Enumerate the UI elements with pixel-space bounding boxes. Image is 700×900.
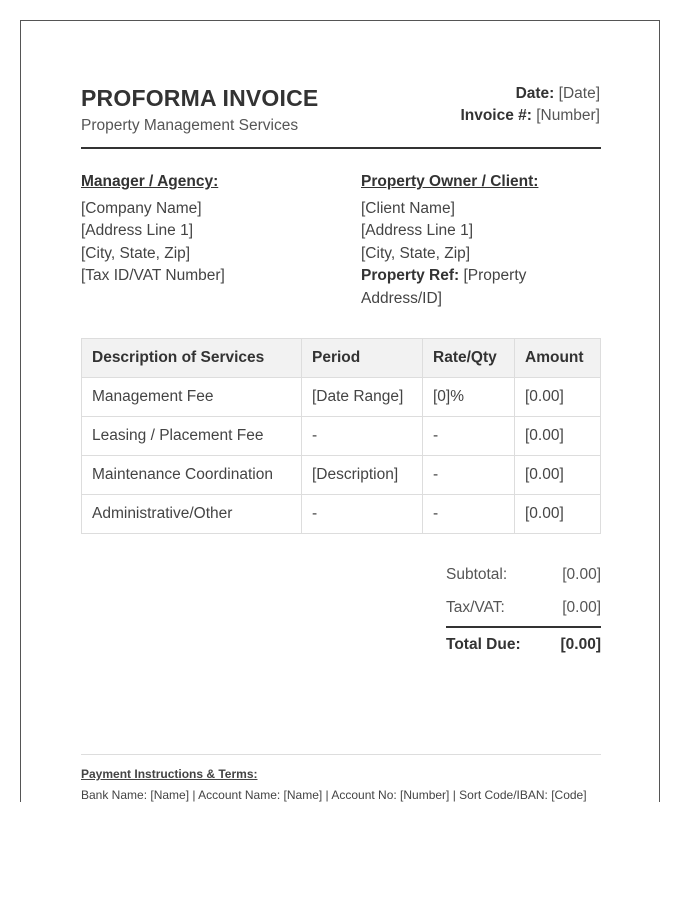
header-divider — [81, 147, 601, 149]
cell-rate-qty: [0]% — [423, 378, 515, 417]
date-line — [460, 83, 600, 105]
client-address: [Address Line 1] — [361, 222, 474, 239]
invoice-title: PROFORMA INVOICE — [81, 85, 319, 111]
date-value: [Date] — [558, 85, 600, 102]
subtotal-label: Subtotal: — [446, 565, 508, 583]
cell-rate-qty: - — [423, 417, 515, 456]
col-amount: Amount — [515, 339, 601, 378]
col-description: Description of Services — [82, 339, 302, 378]
invoice-number-line — [460, 105, 600, 127]
payment-instructions-text: Bank Name: [Name] | Account Name: [Name] | Account No: [Number] | Sort Code/IBAN: [Code] — [81, 788, 587, 802]
invoice-page — [20, 20, 660, 802]
total-due-label: Total Due: — [446, 635, 521, 653]
client-name: [Client Name] — [361, 199, 455, 217]
table-row — [82, 495, 601, 534]
property-ref-label: Property Ref: — [361, 267, 460, 284]
manager-city: [City, State, Zip] — [81, 244, 191, 262]
cell-rate-qty: - — [423, 456, 515, 495]
manager-tax-id: [Tax ID/VAT Number] — [81, 267, 225, 284]
total-due-row — [446, 628, 601, 661]
date-label: Date: — [515, 85, 555, 102]
property-ref-value: [Property Address/ID] — [361, 267, 527, 307]
cell-description: Maintenance Coordination — [82, 456, 302, 495]
client-section — [361, 171, 601, 310]
cell-period: [Description] — [302, 456, 423, 495]
manager-address: [Address Line 1] — [81, 222, 194, 239]
footer-divider — [81, 754, 601, 755]
table-row — [82, 417, 601, 456]
col-period: Period — [302, 339, 423, 378]
invoice-meta — [460, 83, 600, 127]
total-due-value: [0.00] — [560, 635, 601, 653]
manager-company-name: [Company Name] — [81, 199, 202, 217]
invoice-number-value: [Number] — [536, 107, 600, 124]
invoice-subtitle: Property Management Services — [81, 117, 299, 134]
cell-rate-qty: - — [423, 495, 515, 534]
subtotal-row — [446, 558, 601, 591]
property-ref — [361, 265, 601, 310]
client-city: [City, State, Zip] — [361, 244, 471, 262]
invoice-number-label: Invoice #: — [460, 107, 532, 124]
tax-value: [0.00] — [562, 598, 601, 616]
cell-period: [Date Range] — [302, 378, 423, 417]
totals-section — [446, 558, 601, 661]
cell-period: - — [302, 495, 423, 534]
table-row — [82, 456, 601, 495]
subtotal-value: [0.00] — [562, 565, 601, 583]
tax-row — [446, 591, 601, 624]
cell-period: - — [302, 417, 423, 456]
cell-description: Leasing / Placement Fee — [82, 417, 302, 456]
manager-heading: Manager / Agency: — [81, 173, 219, 190]
tax-label: Tax/VAT: — [446, 598, 505, 616]
cell-description: Management Fee — [82, 378, 302, 417]
cell-amount: [0.00] — [515, 417, 601, 456]
services-table — [81, 338, 601, 534]
cell-amount: [0.00] — [515, 495, 601, 534]
table-row — [82, 378, 601, 417]
payment-instructions-heading: Payment Instructions & Terms: — [81, 767, 258, 781]
cell-amount: [0.00] — [515, 378, 601, 417]
cell-description: Administrative/Other — [82, 495, 302, 534]
cell-amount: [0.00] — [515, 456, 601, 495]
table-header-row — [82, 339, 601, 378]
manager-section — [81, 171, 341, 288]
client-heading: Property Owner / Client: — [361, 173, 539, 190]
col-rate-qty: Rate/Qty — [423, 339, 515, 378]
